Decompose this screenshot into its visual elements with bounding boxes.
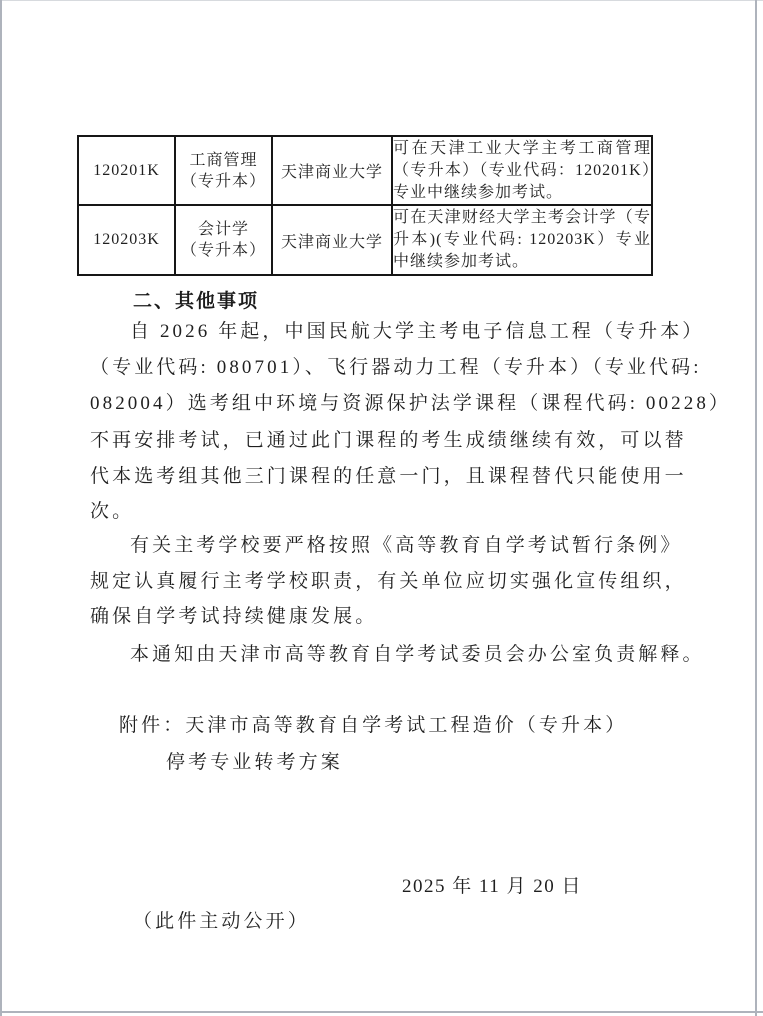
body-line: （专业代码: 080701）、飞行器动力工程（专升本）（专业代码: xyxy=(90,357,702,378)
major-name-line1: 工商管理 xyxy=(189,151,258,169)
page-border-bottom xyxy=(0,1011,763,1013)
body-line: 确保自学考试持续健康发展。 xyxy=(90,606,378,627)
body-line: 自 2026 年起，中国民航大学主考电子信息工程（专升本） xyxy=(130,321,705,342)
transfer-note-cell: 可在天津工业大学主考工商管理（专升本）（专业代码：120201K）专业中继续参加考试。 xyxy=(392,136,652,205)
page-border-left xyxy=(0,0,2,1016)
major-name-cell xyxy=(175,205,272,275)
body-line: 代本选考组其他三门课程的任意一门，且课程替代只能使用一 xyxy=(90,466,687,487)
attachment-line: 停考专业转考方案 xyxy=(166,752,343,773)
major-name-cell xyxy=(175,136,272,205)
document-date: 2025 年 11 月 20 日 xyxy=(402,876,583,897)
table-row xyxy=(78,136,652,205)
major-name-line1: 会计学 xyxy=(197,221,249,238)
university-cell: 天津商业大学 xyxy=(272,205,392,275)
attachment-line: 附件：天津市高等教育自学考试工程造价（专升本） xyxy=(119,715,628,736)
body-line: 082004）选考组中环境与资源保护法学课程（课程代码: 00228） xyxy=(90,393,732,414)
body-line: 次。 xyxy=(90,501,135,522)
transfer-note-cell: 可在天津财经大学主考会计学（专升本)(专业代码: 120203K）专业中继续参加考试。 xyxy=(392,205,652,275)
body-line: 规定认真履行主考学校职责，有关单位应切实强化宣传组织， xyxy=(90,571,687,592)
major-name-line2: （专升本） xyxy=(180,172,266,190)
page-border-top xyxy=(0,0,763,1)
major-name-line2: （专升本） xyxy=(180,242,266,259)
body-line: 有关主考学校要严格按照《高等教育自学考试暂行条例》 xyxy=(130,535,683,556)
disclosure-note: （此件主动公开） xyxy=(133,911,310,932)
table-row xyxy=(78,205,652,275)
body-line: 本通知由天津市高等教育自学考试委员会办公室负责解释。 xyxy=(130,644,705,665)
university-cell: 天津商业大学 xyxy=(272,136,392,205)
transfer-plan-table xyxy=(77,135,653,276)
major-code-cell: 120201K xyxy=(78,136,175,205)
body-line: 不再安排考试，已通过此门课程的考生成绩继续有效，可以替 xyxy=(90,430,687,451)
major-code-cell: 120203K xyxy=(78,205,175,275)
section-heading: 二、其他事项 xyxy=(133,291,260,312)
page-border-right xyxy=(755,0,757,1016)
